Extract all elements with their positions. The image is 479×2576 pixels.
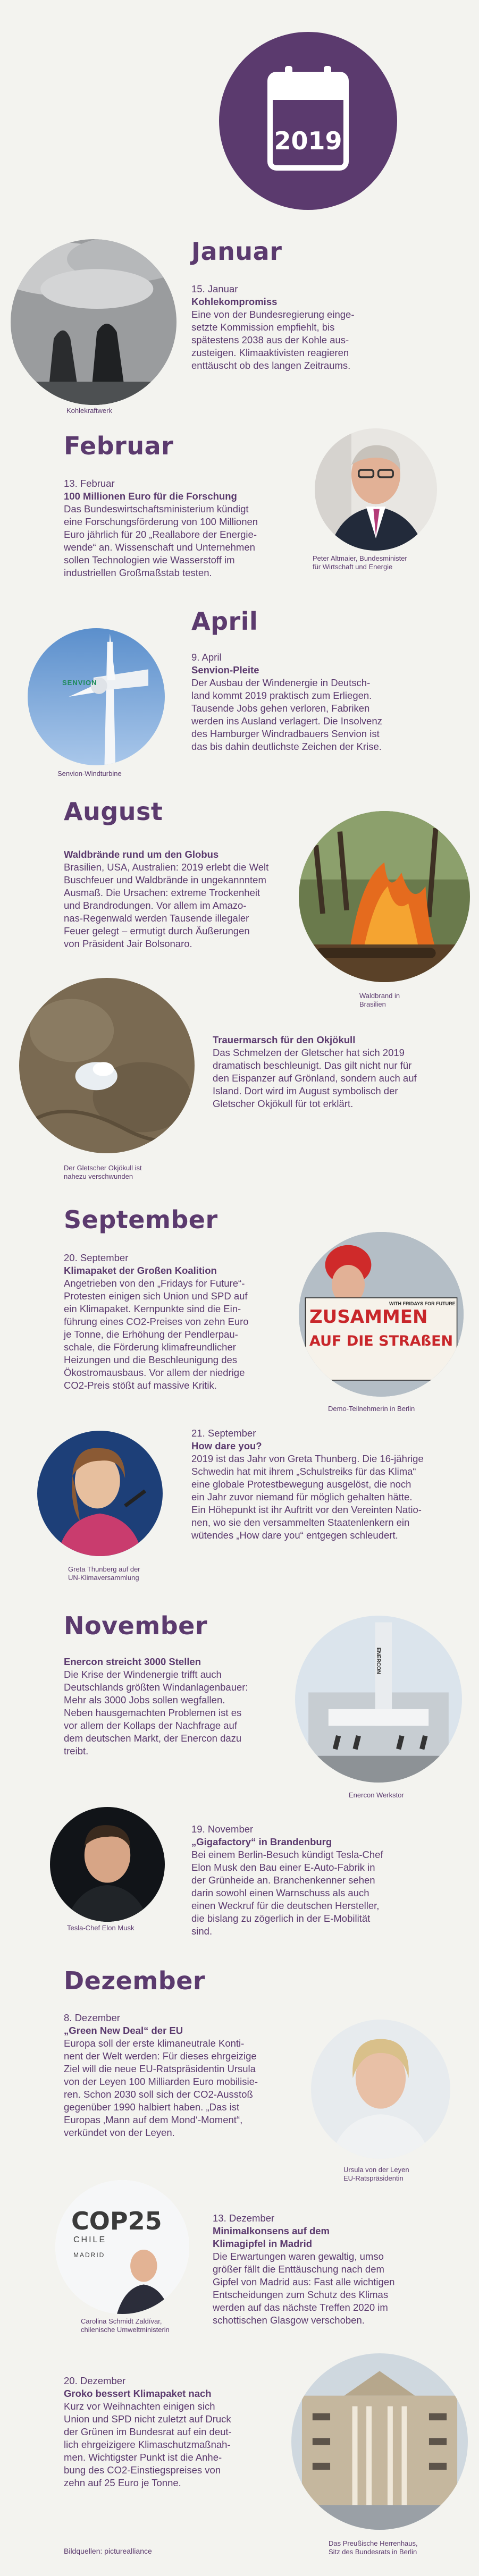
entry-date: 8. Dezember [64,2012,120,2023]
entry-date: 13. Februar [64,478,115,489]
photo-demo-berlin [299,1232,464,1397]
entry-klimapaket [64,1252,298,1392]
entry-date: 20. September [64,1252,129,1263]
caption-musk: Tesla-Chef Elon Musk [67,1924,135,1932]
caption-kohlekraftwerk: Kohlekraftwerk [66,407,112,415]
sign-zusammen: ZUSAMMEN [309,1306,428,1328]
entry-body: Der Ausbau der Windenergie in Deutsch- land kommt 2019 praktisch zum Erliegen. Tausende Jobs gehen verloren, Fabriken werden ins Ausland verlagert. Die Insolvenz des Hamburger Windradbauers Senvion ist das bis dahin deutlichste Zeichen der Krise. [191,677,382,752]
enercon-logo: ENERCON [375,1648,381,1675]
entry-title: Klimapaket der Großen Koalition [64,1265,217,1276]
entry-date: 13. Dezember [213,2212,275,2224]
photo-kohlekraftwerk [11,239,177,405]
month-heading-april: April [191,607,258,636]
caption-altmaier: Peter Altmaier, Bundesminister für Wirtschaft und Energie [313,554,407,571]
entry-title: 100 Millionen Euro für die Forschung [64,491,237,502]
caption-thunberg: Greta Thunberg auf der UN-Klimaversammlung [68,1565,140,1582]
caption-senvion: Senvion-Windturbine [57,770,122,778]
entry-title: Enercon streicht 3000 Stellen [64,1656,201,1667]
entry-senvion [191,651,457,753]
entry-date: 20. Dezember [64,2375,126,2386]
month-heading-dezember: Dezember [64,1966,206,1995]
entry-body: Angetrieben von den „Fridays for Future“- Protesten einigen sich Union und SPD auf ein Klimapaket. Kernpunkte sind die Ein- führung eines CO2-Preises von zehn Euro je Tonne, die Erhöhung der Pendlerpau- schale, die Förderung klimafreundlicher Heizungen und die Beschleunigung des Ökostromausbaus. Vor allem der niedrige CO2-Preis stößt auf massive Kritik. [64,1278,249,1391]
caption-enercon: Enercon Werkstor [349,1791,404,1799]
entry-gigafactory [191,1823,447,1938]
month-heading-september: September [64,1205,218,1234]
entry-body: 2019 ist das Jahr von Greta Thunberg. Die 16-jährige Schwedin hat mit ihrem „Schulstreiks für das Klima“ eine globale Protestbewegung ausgelöst, die noch ein Jahr zuvor niemand für möglich gehalten hätte. Ein Höhepunkt ist ihr Auftritt vor den Vereinten Natio- nen, wo sie den versammelten Staatenlenkern ein wütendes „How dare you“ entgegen schleudert. [191,1453,424,1541]
entry-groko-klimapaket [64,2375,287,2489]
entry-body: Die Erwartungen waren gewaltig, umso größer fällt die Enttäuschung nach dem Gipfel von Madrid aus: Fast alle wichtigen Entscheidungen zum Schutz des Klimas werden auf das nächste Treffen 2020 im schottischen Glasgow verschoben. [213,2251,395,2326]
entry-body: Kurz vor Weihnachten einigen sich Union und SPD nicht zuletzt auf Druck der Grünen im Bundesrat auf ein deut- lich ehrgeizigere Klimaschutzmaßnah- men. Wichtigster Punkt ist die Anhe- bung des CO2-Einstiegspreises von zehn auf 25 Euro je Tonne. [64,2401,232,2488]
month-heading-november: November [64,1611,208,1640]
caption-schmidt: Carolina Schmidt Zaldívar, chilenische Umweltministerin [81,2317,170,2334]
sign-strassen: AUF DIE STRAßEN [309,1333,453,1349]
entry-date: 9. April [191,652,222,663]
entry-title: Senvion-Pleite [191,664,259,675]
photo-enercon [295,1616,462,1783]
entry-waldbraende [64,848,298,950]
caption-demo: Demo-Teilnehmerin in Berlin [328,1405,415,1413]
image-source-credit: Bildquellen: picturealliance [64,2547,152,2555]
entry-date: 21. September [191,1428,256,1439]
photo-cop25 [55,2180,189,2314]
caption-gletscher: Der Gletscher Okjökull ist nahezu verschwunden [64,1164,142,1180]
month-heading-februar: Februar [64,432,174,460]
month-heading-august: August [64,797,163,826]
photo-herrenhaus [291,2353,468,2530]
senvion-logo: SENVION [62,679,97,687]
photo-gletscher [19,978,195,1153]
year-label: 2019 [274,126,342,155]
photo-waldbrand [299,811,470,982]
photo-senvion-turbine [28,628,165,765]
calendar-icon [219,32,397,210]
entry-body: Die Krise der Windenergie trifft auch Deutschlands größten Windanlagenbauer: Mehr als 3000 Jobs sollen wegfallen. Neben hausgemachten Problemen ist es vor allem der Kollaps der Nachfrage auf dem deutschen Markt, der Enercon dazu treibt. [64,1669,248,1756]
caption-von-der-leyen: Ursula von der Leyen EU-Ratspräsidentin [343,2166,409,2182]
entry-okjokull [213,1034,468,1110]
photo-thunberg [37,1431,163,1556]
entry-title: How dare you? [191,1440,262,1451]
entry-green-new-deal [64,2012,298,2139]
entry-body: Eine von der Bundesregierung einge- setzte Kommission empfiehlt, bis spätestens 2038 aus der Kohle aus- zusteigen. Klimaaktivisten reagieren enttäuscht ob des langen Zeitraums. [191,309,355,371]
entry-klimagipfel-madrid [213,2212,463,2327]
entry-enercon [64,1656,292,1758]
entry-date: 15. Januar [191,283,238,294]
entry-title: Groko bessert Klimapaket nach [64,2388,212,2399]
entry-title: Kohlekompromiss [191,296,278,307]
entry-forschung [64,477,314,579]
caption-herrenhaus: Das Preußische Herrenhaus, Sitz des Bundesrats in Berlin [329,2539,418,2556]
entry-body: Das Bundeswirtschaftsministerium kündigt eine Forschungsförderung von 100 Millionen Euro jährlich für 20 „Reallabore der Energie- wende“ an. Wissenschaft und Unternehmen sollen Technologien wie Wasserstoff im industriellen Großmaßstab testen. [64,503,258,578]
entry-title: „Green New Deal“ der EU [64,2025,183,2036]
entry-body: Brasilien, USA, Australien: 2019 erlebt die Welt Buschfeuer und Waldbrände in ungekannntem Ausmaß. Die Ursachen: extreme Trockenheit und Brandrodungen. Vor allem im Amazo- nas-Regenwald werden Tausende illegaler Feuer gelegt – ermutigt durch Äußerungen von Präsident Jair Bolsonaro. [64,862,269,949]
entry-title: Trauermarsch für den Okjökull [213,1034,356,1045]
photo-musk [50,1807,165,1922]
entry-how-dare-you [191,1427,468,1542]
entry-body: Das Schmelzen der Gletscher hat sich 2019 dramatisch beschleunigt. Das gilt nicht nur für den Eispanzer auf Grönland, sondern auch auf Island. Dort wird im August symbolisch der Gletscher Okjökull für tot erklärt. [213,1047,417,1109]
entry-date: 19. November [191,1823,254,1835]
photo-altmaier [315,428,437,551]
caption-waldbrand: Waldbrand in Brasilien [359,992,400,1008]
entry-body: Europa soll der erste klimaneutrale Konti- nent der Welt werden: Für dieses ehrgeizige Ziel will die neue EU-Ratspräsidentin Ursula von der Leyen 100 Milliarden Euro mobilisie- ren. Schon 2030 soll sich der CO2-Ausstoß gegenüber 1990 halbiert haben. „Das ist Europas ‚Mann auf dem Mond‘-Moment“, verkündet von der Leyen. [64,2038,258,2138]
entry-title: Minimalkonsens auf dem Klimagipfel in Madrid [213,2225,330,2249]
entry-kohlekompromiss [191,283,447,372]
cop25-logo: COP25 [71,2207,162,2235]
month-heading-januar: Januar [191,237,282,266]
photo-von-der-leyen [311,2020,450,2159]
entry-body: Bei einem Berlin-Besuch kündigt Tesla-Chef Elon Musk den Bau einer E-Auto-Fabrik in der Grünheide an. Branchenkenner sehen darin sowohl einen Warnschuss als auch einen Weckruf für die deutschen Hersteller, die bislang zu zögerlich in der E-Mobilität sind. [191,1849,383,1937]
cop25-madrid: MADRID [73,2251,105,2259]
entry-title: Waldbrände rund um den Globus [64,849,219,860]
sign-fridays: WITH FRIDAYS FOR FUTURE [389,1301,456,1306]
cop25-chile: CHILE [73,2235,107,2244]
entry-title: „Gigafactory“ in Brandenburg [191,1836,332,1847]
